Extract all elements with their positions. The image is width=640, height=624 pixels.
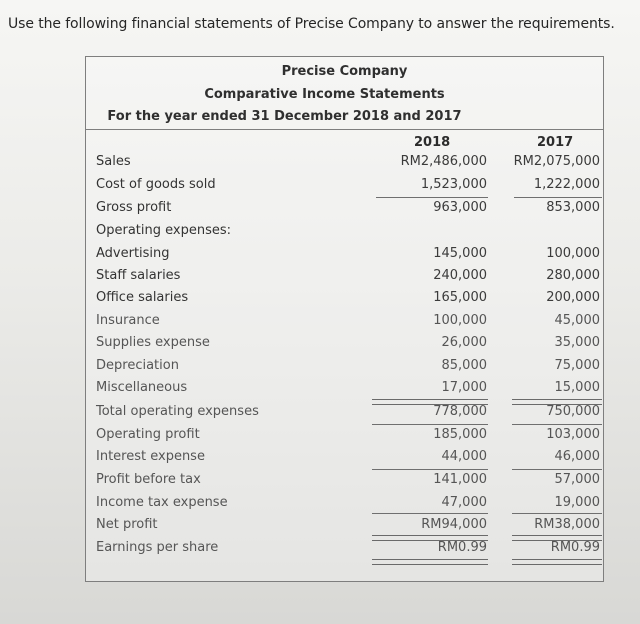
value-2017: 1,222,000 <box>533 177 600 192</box>
value-2017: 100,000 <box>546 246 600 261</box>
value-2018: 85,000 <box>441 358 487 373</box>
value-2018: 141,000 <box>433 472 487 487</box>
row-label: Earnings per share <box>96 540 219 555</box>
row-label: Depreciation <box>96 358 179 373</box>
value-2018: 26,000 <box>441 335 487 350</box>
column-header-2017: 2017 <box>537 135 574 150</box>
instruction-text: Use the following financial statements of Precise Company to answer the requirements. <box>8 16 615 32</box>
value-2018: 44,000 <box>441 449 487 464</box>
row-label: Staff salaries <box>96 268 181 283</box>
value-2018: 185,000 <box>433 427 487 442</box>
value-2017: RM2,075,000 <box>513 154 600 169</box>
table-row <box>86 538 603 560</box>
value-2018: 100,000 <box>433 313 487 328</box>
company-name: Precise Company <box>281 64 408 79</box>
row-label: Advertising <box>96 246 170 261</box>
row-label: Supplies expense <box>96 335 210 350</box>
value-2017: 103,000 <box>546 427 600 442</box>
value-2018: 17,000 <box>441 380 487 395</box>
value-2017: 46,000 <box>554 449 600 464</box>
table-row <box>86 288 603 310</box>
value-2017: 200,000 <box>546 290 600 305</box>
table-row <box>86 175 603 197</box>
table-row <box>86 266 603 288</box>
table-row <box>86 152 603 174</box>
value-2017: 853,000 <box>546 200 600 215</box>
row-label: Income tax expense <box>96 495 228 510</box>
income-statement-table <box>85 56 604 582</box>
rule-2018 <box>372 513 488 514</box>
value-2018: 963,000 <box>433 200 487 215</box>
value-2018: RM94,000 <box>421 517 487 532</box>
row-label: Office salaries <box>96 290 189 305</box>
value-2018: 165,000 <box>433 290 487 305</box>
row-label: Sales <box>96 154 131 169</box>
value-2017: 750,000 <box>546 404 600 419</box>
value-2018: 240,000 <box>433 268 487 283</box>
value-2017: 280,000 <box>546 268 600 283</box>
table-row <box>86 470 603 492</box>
value-2017: 57,000 <box>554 472 600 487</box>
value-2017: 45,000 <box>554 313 600 328</box>
table-row <box>86 311 603 333</box>
table-row <box>86 378 603 400</box>
statement-header <box>86 57 603 130</box>
table-row <box>86 425 603 447</box>
value-2018: RM0.99 <box>437 540 487 555</box>
row-label: Interest expense <box>96 449 205 464</box>
value-2018: 145,000 <box>433 246 487 261</box>
value-2018: RM2,486,000 <box>400 154 487 169</box>
eps-rule-2017 <box>512 559 602 565</box>
value-2017: 19,000 <box>554 495 600 510</box>
value-2018: 47,000 <box>441 495 487 510</box>
table-row <box>86 515 603 537</box>
column-header-2018: 2018 <box>414 135 451 150</box>
table-row <box>86 356 603 378</box>
statement-period: For the year ended 31 December 2018 and 2017 <box>107 109 462 124</box>
table-row <box>86 447 603 469</box>
table-row <box>86 402 603 424</box>
value-2018: 1,523,000 <box>420 177 487 192</box>
table-row <box>86 493 603 515</box>
table-row <box>86 244 603 266</box>
row-label: Operating profit <box>96 427 200 442</box>
row-label: Insurance <box>96 313 160 328</box>
table-row <box>86 221 603 243</box>
statement-title: Comparative Income Statements <box>204 87 445 102</box>
value-2017: RM0.99 <box>550 540 600 555</box>
rule-2017 <box>512 513 602 514</box>
value-2018: 778,000 <box>433 404 487 419</box>
row-label: Total operating expenses <box>96 404 259 419</box>
value-2017: 35,000 <box>554 335 600 350</box>
row-label: Operating expenses: <box>96 223 232 238</box>
value-2017: 75,000 <box>554 358 600 373</box>
table-row <box>86 333 603 355</box>
row-label: Net profit <box>96 517 158 532</box>
row-label: Miscellaneous <box>96 380 188 395</box>
row-label: Profit before tax <box>96 472 201 487</box>
row-label: Cost of goods sold <box>96 177 216 192</box>
value-2017: 15,000 <box>554 380 600 395</box>
table-row <box>86 198 603 220</box>
eps-rule-2018 <box>372 559 488 565</box>
value-2017: RM38,000 <box>534 517 600 532</box>
row-label: Gross profit <box>96 200 172 215</box>
